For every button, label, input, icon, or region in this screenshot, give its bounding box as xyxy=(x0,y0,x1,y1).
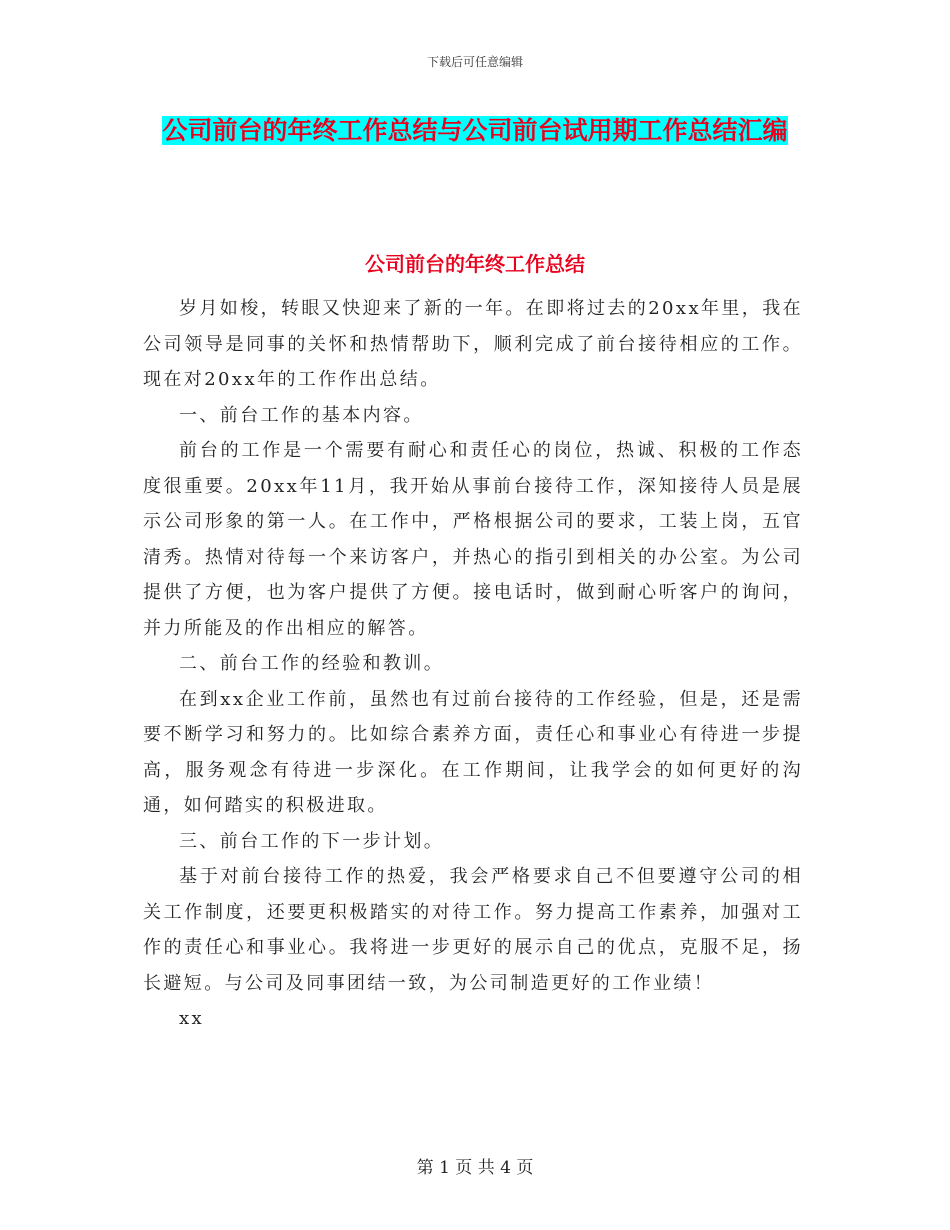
header-note: 下载后可任意编辑 xyxy=(426,55,523,69)
document-title xyxy=(150,108,800,154)
paragraph: 三、前台工作的下一步计划。 xyxy=(179,830,445,852)
paragraph: 二、前台工作的经验和教训。 xyxy=(179,653,445,674)
section-title: 公司前台的年终工作总结 xyxy=(365,252,585,276)
paragraph: 一、前台工作的基本内容。 xyxy=(179,404,424,426)
paragraph: 在到xx企业工作前，虽然也有过前台接待的工作经验，但是，还是需要不断学习和努力的。比如综合素养方面，责任心和事业心有待进一步提高，服务观念有待进一步深化。在工作期间，让我学会的如何更好的沟通，如何踏实的积极进取。 xyxy=(143,688,803,816)
paragraph: 岁月如梭，转眼又快迎来了新的一年。在即将过去的20xx年里，我在公司领导是同事的关怀和热情帮助下，顺利完成了前台接待相应的工作。现在对20xx年的工作作出总结。 xyxy=(143,298,804,390)
body-text xyxy=(143,291,803,1037)
signature: xx xyxy=(179,1008,205,1029)
page-footer: 第 1 页 共 4 页 xyxy=(416,1158,534,1178)
document-title-text: 公司前台的年终工作总结与公司前台试用期工作总结汇编 xyxy=(162,116,788,145)
paragraph: 前台的工作是一个需要有耐心和责任心的岗位，热诚、积极的工作态度很重要。20xx年11月，我开始从事前台接待工作，深知接待人员是展示公司形象的第一人。在工作中，严格根据公司的要求，工装上岗，五官清秀。热情对待每一个来访客户，并热心的指引到相关的办公室。为公司提供了方便，也为客户提供了方便。接电话时，做到耐心听客户的询问，并力所能及的作出相应的解答。 xyxy=(143,440,803,639)
paragraph: 基于对前台接待工作的热爱，我会严格要求自己不但要遵守公司的相关工作制度，还要更积极踏实的对待工作。努力提高工作素养，加强对工作的责任心和事业心。我将进一步更好的展示自己的优点，克服不足，扬长避短。与公司及同事团结一致，为公司制造更好的工作业绩！ xyxy=(143,866,803,994)
